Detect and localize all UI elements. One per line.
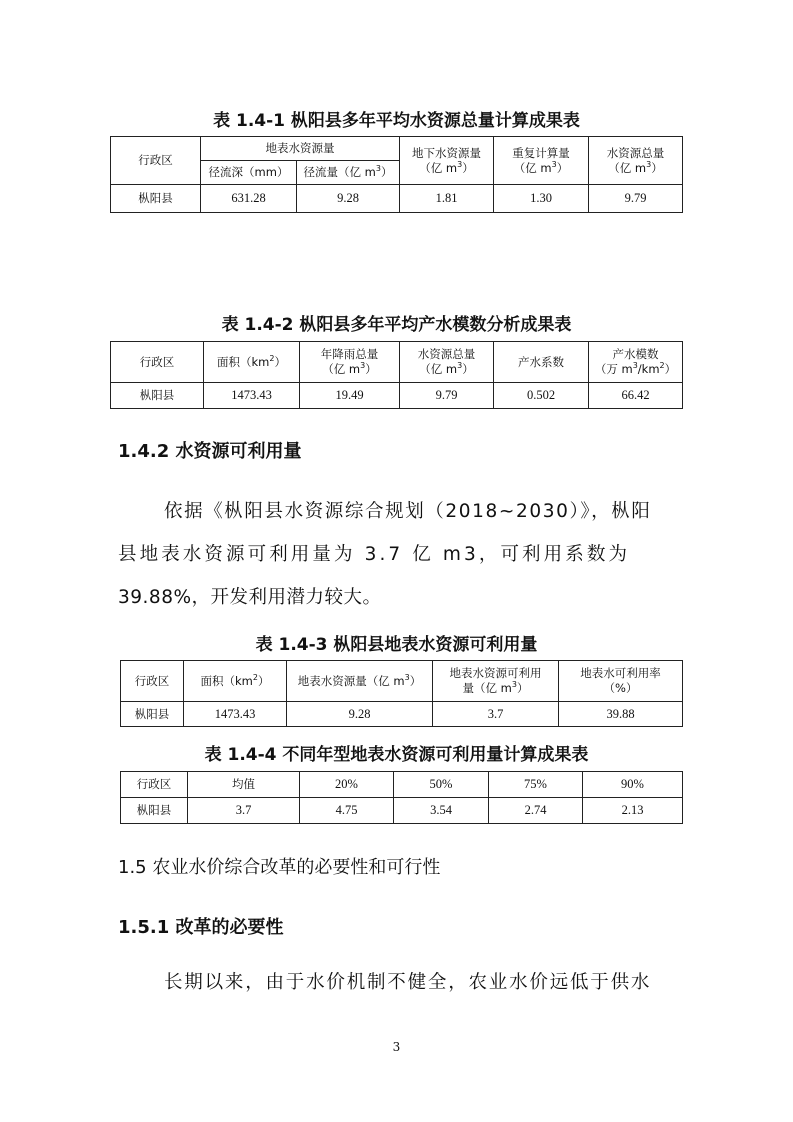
table4-header-mean: 均值: [188, 772, 300, 798]
table1-header-region: 行政区: [111, 137, 201, 185]
table4-header-90: 90%: [583, 772, 683, 798]
table2-header-modulus: 产水模数 （万 $m^3/km^2$）: [589, 342, 683, 383]
table3-header-area: 面积$(km^2)$: [184, 661, 287, 702]
table4-header-50: 50%: [394, 772, 489, 798]
table3-cell-surface: 9.28: [287, 702, 433, 727]
section-heading-1-5-1: 1.5.1 改革的必要性: [118, 917, 284, 938]
table2: [110, 341, 683, 409]
table3-header-rate: 地表水可利用率 （%）: [559, 661, 683, 702]
table1-cell-repeat: 1.30: [494, 185, 589, 213]
table3-cell-region: 枞阳县: [121, 702, 184, 727]
table2-cell-area: 1473.43: [204, 383, 300, 409]
table1: [110, 136, 683, 213]
table4-cell-75: 2.74: [489, 798, 583, 824]
table1-header-ground: 地下水资源量 （亿 $m^3$）: [400, 137, 494, 185]
table4: [120, 771, 683, 824]
table1-header-total: 水资源总量 （亿 $m^3$）: [589, 137, 683, 185]
table1-cell-depth: 631.28: [201, 185, 297, 213]
table-row: [121, 702, 683, 727]
table4-cell-20: 4.75: [300, 798, 394, 824]
table1-cell-ground: 1.81: [400, 185, 494, 213]
paragraph-line-1: 依据《枞阳县水资源综合规划（2018~2030）》，枞阳: [164, 501, 652, 522]
table1-caption: 表 1.4-1 枞阳县多年平均水资源总量计算成果表: [213, 111, 580, 131]
table4-header-20: 20%: [300, 772, 394, 798]
table3-caption: 表 1.4-3 枞阳县地表水资源可利用量: [255, 635, 538, 655]
section-heading-1-4-2: 1.4.2 水资源可利用量: [118, 441, 302, 462]
table4-header-75: 75%: [489, 772, 583, 798]
table4-caption: 表 1.4-4 不同年型地表水资源可利用量计算成果表: [204, 745, 589, 765]
table2-cell-coef: 0.502: [494, 383, 589, 409]
table-row: [121, 798, 683, 824]
table4-cell-mean: 3.7: [188, 798, 300, 824]
page-number: 3: [392, 1040, 401, 1054]
table2-header-area: 面积$(km^2)$: [204, 342, 300, 383]
table4-cell-region: 枞阳县: [121, 798, 188, 824]
paragraph-2-line-1: 长期以来，由于水价机制不健全，农业水价远低于供水: [164, 972, 652, 993]
table2-header-region: 行政区: [111, 342, 204, 383]
table4-cell-90: 2.13: [583, 798, 683, 824]
table2-cell-modulus: 66.42: [589, 383, 683, 409]
table1-header-runoff: 径流量（亿 $m^3$）: [297, 161, 400, 185]
table4-header-region: 行政区: [121, 772, 188, 798]
table1-cell-region: 枞阳县: [111, 185, 201, 213]
table3-header-available: 地表水资源可利用 量（亿 $m^3$）: [433, 661, 559, 702]
table2-cell-total: 9.79: [400, 383, 494, 409]
table3-cell-area: 1473.43: [184, 702, 287, 727]
table1-header-depth: 径流深（mm）: [201, 161, 297, 185]
table1-header-surface: 地表水资源量: [201, 137, 400, 161]
table3-cell-available: 3.7: [433, 702, 559, 727]
table1-cell-runoff: 9.28: [297, 185, 400, 213]
table1-cell-total: 9.79: [589, 185, 683, 213]
table2-cell-region: 枞阳县: [111, 383, 204, 409]
table2-header-coef: 产水系数: [494, 342, 589, 383]
table1-header-repeat: 重复计算量 （亿 $m^3$）: [494, 137, 589, 185]
table3-header-region: 行政区: [121, 661, 184, 702]
table3-cell-rate: 39.88: [559, 702, 683, 727]
table2-header-rain: 年降雨总量 （亿 $m^3$）: [300, 342, 400, 383]
table-row: [111, 185, 683, 213]
table-row: [111, 383, 683, 409]
table3: [120, 660, 683, 727]
table2-cell-rain: 19.49: [300, 383, 400, 409]
table3-header-surface: 地表水资源量（亿 $m^3$）: [287, 661, 433, 702]
table2-header-total: 水资源总量 （亿 $m^3$）: [400, 342, 494, 383]
paragraph-line-3: 39.88%，开发利用潜力较大。: [118, 587, 382, 608]
paragraph-line-2: 县地表水资源可利用量为 3.7 亿 m3，可利用系数为: [118, 544, 631, 565]
table2-caption: 表 1.4-2 枞阳县多年平均产水模数分析成果表: [221, 315, 572, 335]
table4-cell-50: 3.54: [394, 798, 489, 824]
section-heading-1-5: 1.5 农业水价综合改革的必要性和可行性: [118, 857, 441, 878]
